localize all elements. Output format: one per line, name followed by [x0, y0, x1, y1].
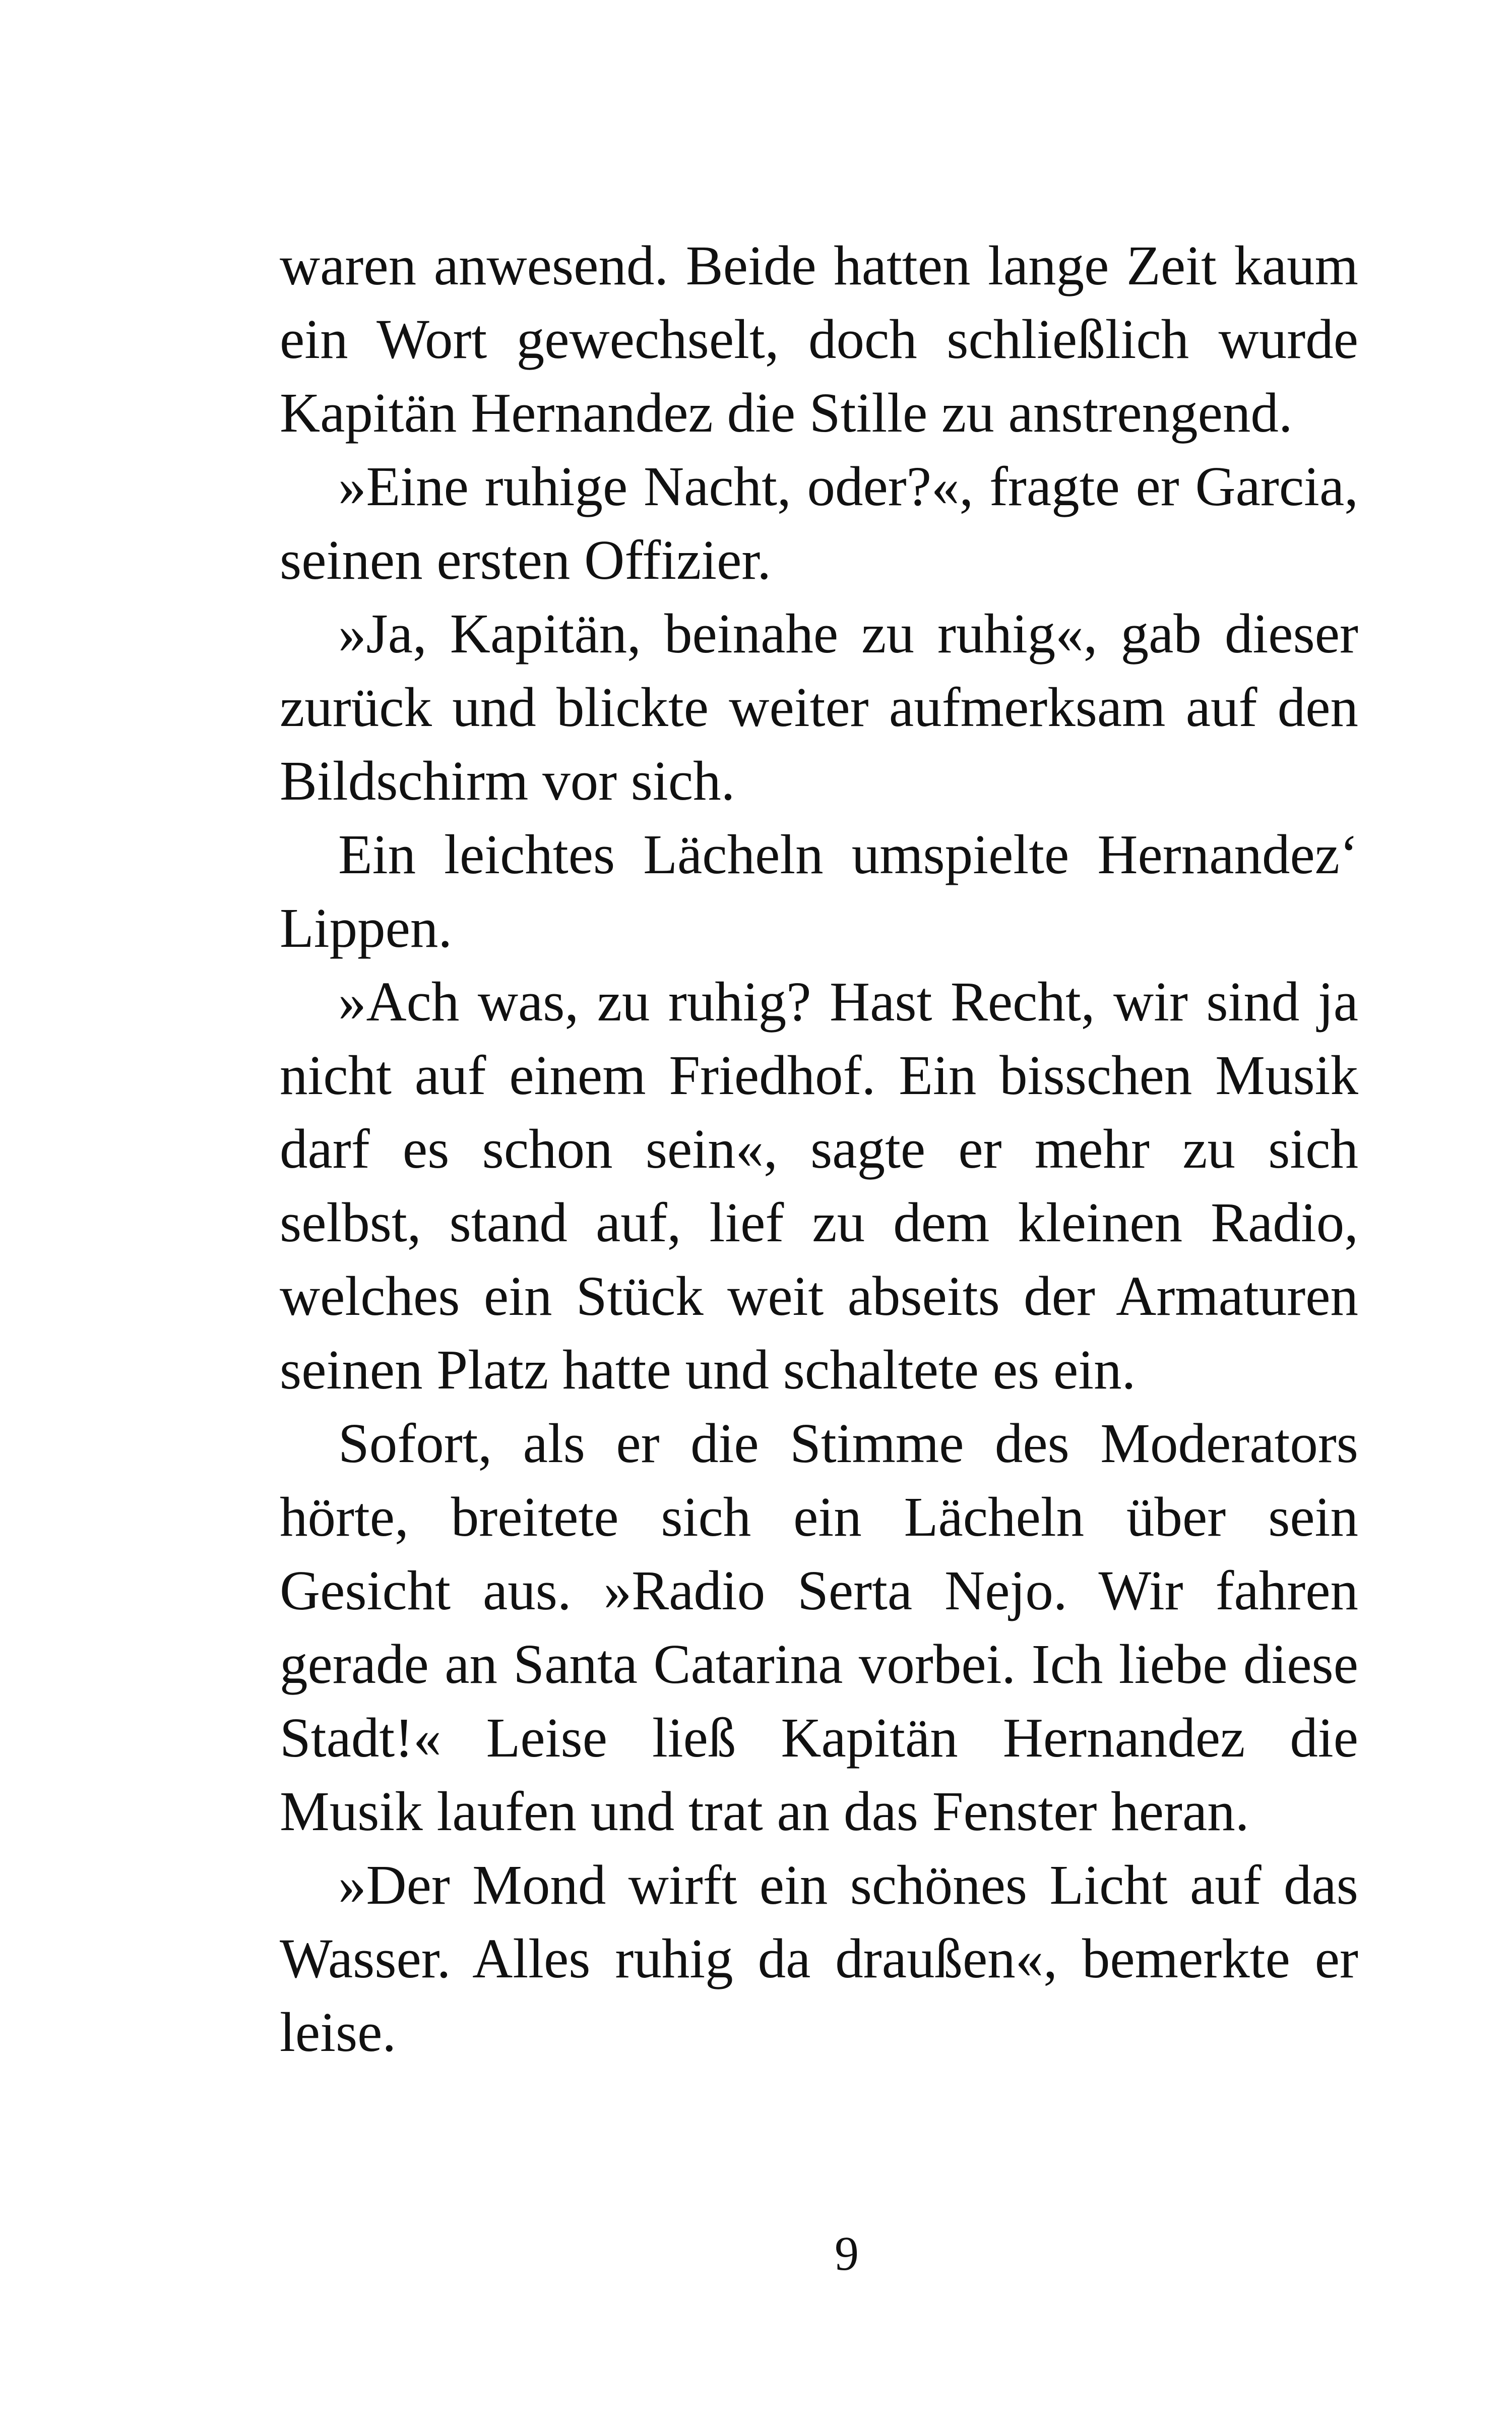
- paragraph-4: Ein leichtes Lächeln umspielte Hernandez‘ Lippen.: [280, 824, 1358, 959]
- page-number: 9: [835, 2226, 859, 2280]
- paragraph-3: »Ja, Kapitän, beinahe zu ruhig«, gab dieser zurück und blickte weiter aufmerksam auf den Bildschirm vor sich.: [280, 603, 1358, 812]
- paragraph-1: waren anwesend. Beide hatten lange Zeit kaum ein Wort gewechselt, doch schließlich wurde Kapitän Hernandez die Stille zu anstrengend.: [280, 235, 1358, 444]
- paragraph-5: »Ach was, zu ruhig? Hast Recht, wir sind ja nicht auf einem Friedhof. Ein bisschen Musik darf es schon sein«, sagte er mehr zu sich selbst, stand auf, lief zu dem kleinen Radio, welches ein Stück weit abseits der Armaturen seinen Platz hatte und schaltete es ein.: [280, 971, 1358, 1401]
- paragraph-6: Sofort, als er die Stimme des Moderators hörte, breitete sich ein Lächeln über sein Gesicht aus. »Radio Serta Nejo. Wir fahren gerade an Santa Catarina vorbei. Ich liebe diese Stadt!« Leise ließ Kapitän Hernandez die Musik laufen und trat an das Fenster heran.: [280, 1413, 1358, 1843]
- paragraph-2: »Eine ruhige Nacht, oder?«, fragte er Garcia, seinen ersten Offizier.: [280, 456, 1358, 591]
- page-body: [280, 229, 1358, 2070]
- paragraph-7: »Der Mond wirft ein schönes Licht auf das Wasser. Alles ruhig da draußen«, bemerkte er leise.: [280, 1854, 1358, 2064]
